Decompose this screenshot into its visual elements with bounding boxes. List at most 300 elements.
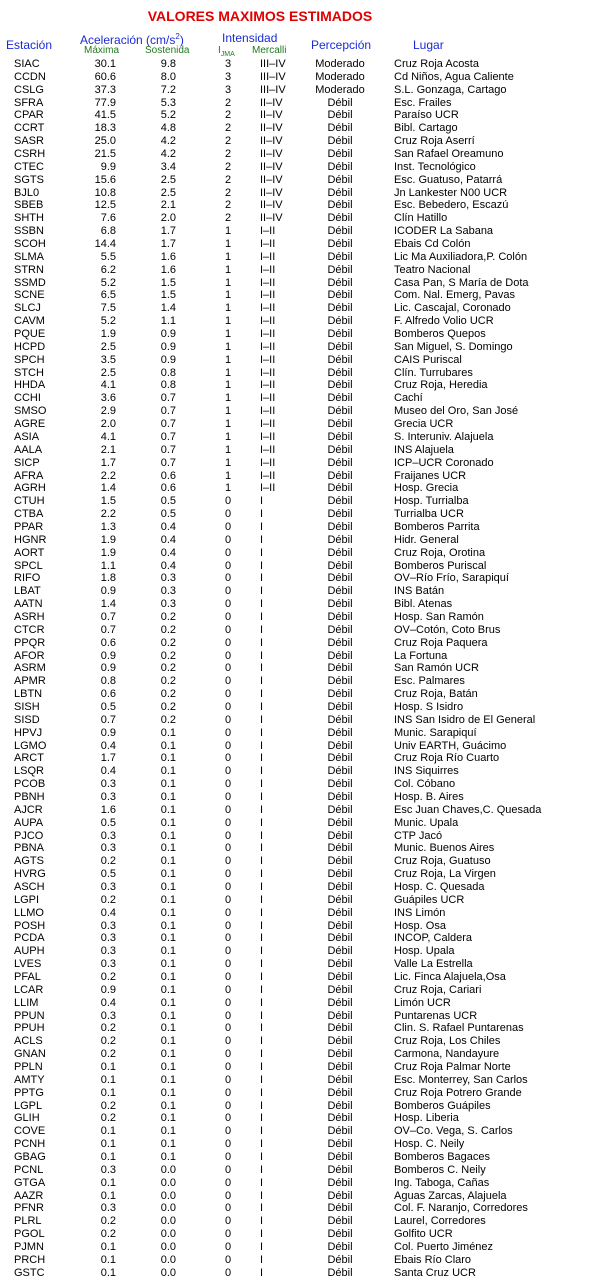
mercalli-intensity: I: [260, 1202, 264, 1215]
station-code: GTGA: [14, 1176, 46, 1189]
sustained-acceleration: 0.2: [160, 700, 176, 713]
perception: Débil: [327, 829, 353, 842]
jma-intensity: 0: [224, 700, 232, 713]
location: Hosp. Osa: [394, 919, 446, 932]
sustained-acceleration: 0.1: [160, 1009, 176, 1022]
station-code: HVRG: [14, 868, 46, 881]
max-acceleration: 7.5: [100, 302, 116, 315]
jma-intensity: 0: [224, 983, 232, 996]
sustained-acceleration: 0.3: [160, 598, 176, 611]
sustained-acceleration: 0.1: [160, 983, 176, 996]
perception: Débil: [327, 739, 353, 752]
table-row: [0, 470, 590, 483]
table-row: [0, 907, 590, 920]
perception: Débil: [327, 1099, 353, 1112]
sustained-acceleration: 0.7: [160, 456, 176, 469]
max-acceleration: 0.2: [100, 1099, 116, 1112]
max-acceleration: 0.3: [100, 1202, 116, 1215]
station-code: PPQR: [14, 636, 46, 649]
location: Cd Niños, Agua Caliente: [394, 70, 514, 83]
mercalli-intensity: II–IV: [260, 96, 283, 109]
station-code: PCNH: [14, 1138, 46, 1151]
station-code: CSLG: [14, 83, 44, 96]
station-code: SCOH: [14, 238, 46, 251]
max-acceleration: 15.6: [94, 173, 116, 186]
perception: Débil: [327, 983, 353, 996]
location: Hosp. S Isidro: [394, 700, 464, 713]
location: Hosp. Turrialba: [394, 495, 469, 508]
mercalli-intensity: I: [260, 1215, 264, 1228]
location: Hosp. Upala: [394, 945, 455, 958]
perception: Débil: [327, 790, 353, 803]
table-row: [0, 932, 590, 945]
sustained-acceleration: 0.1: [160, 868, 176, 881]
max-acceleration: 1.7: [100, 456, 116, 469]
table-row: [0, 701, 590, 714]
max-acceleration: 2.2: [100, 508, 116, 521]
jma-intensity: 1: [224, 276, 232, 289]
jma-intensity: 0: [224, 520, 232, 533]
table-row: [0, 958, 590, 971]
jma-intensity: 0: [224, 739, 232, 752]
sustained-acceleration: 0.1: [160, 996, 176, 1009]
jma-intensity: 0: [224, 623, 232, 636]
max-acceleration: 0.1: [100, 1176, 116, 1189]
jma-intensity: 0: [224, 1266, 232, 1279]
perception: Débil: [327, 1022, 353, 1035]
location: INS Batán: [394, 585, 445, 598]
jma-intensity: 1: [224, 443, 232, 456]
station-code: SBEB: [14, 199, 44, 212]
station-code: LBAT: [14, 585, 41, 598]
jma-intensity: 1: [224, 263, 232, 276]
table-row: [0, 740, 590, 753]
perception: Débil: [327, 932, 353, 945]
sustained-acceleration: 0.1: [160, 1048, 176, 1061]
station-code: LGMO: [14, 739, 47, 752]
station-code: BJL0: [14, 186, 40, 199]
location: Lic. Cascajal, Coronado: [394, 302, 511, 315]
location: Bibl. Cartago: [394, 122, 458, 135]
table-row: [0, 1241, 590, 1254]
location: Munic. Sarapiquí: [394, 726, 477, 739]
station-code: SPCH: [14, 353, 45, 366]
table-row: [0, 1100, 590, 1113]
mercalli-intensity: I: [260, 675, 264, 688]
jma-intensity: 0: [224, 1189, 232, 1202]
mercalli-intensity: I: [260, 713, 264, 726]
max-acceleration: 1.9: [100, 328, 116, 341]
table-row: [0, 984, 590, 997]
jma-intensity: 0: [224, 1241, 232, 1254]
table-row: [0, 1010, 590, 1023]
perception: Débil: [327, 302, 353, 315]
location: Museo del Oro, San José: [394, 405, 519, 418]
max-acceleration: 2.5: [100, 340, 116, 353]
table-row: [0, 920, 590, 933]
perception: Débil: [327, 148, 353, 161]
table-row: [0, 534, 590, 547]
station-code: PCDA: [14, 932, 45, 945]
mercalli-intensity: I–II: [260, 238, 276, 251]
jma-intensity: 0: [224, 1086, 232, 1099]
max-acceleration: 0.3: [100, 1009, 116, 1022]
perception: Débil: [327, 520, 353, 533]
max-acceleration: 0.2: [100, 1048, 116, 1061]
max-acceleration: 6.8: [100, 225, 116, 238]
location: Hosp. C. Quesada: [394, 881, 485, 893]
location: Aguas Zarcas, Alajuela: [394, 1189, 507, 1202]
station-code: AJCR: [14, 803, 43, 816]
location: Col. Cóbano: [394, 778, 456, 791]
jma-intensity: 1: [224, 379, 232, 392]
perception: Moderado: [315, 70, 365, 83]
location: Cruz Roja Palmar Norte: [394, 1061, 511, 1074]
jma-intensity: 0: [224, 610, 232, 623]
mercalli-intensity: I: [260, 829, 264, 842]
sustained-acceleration: 0.0: [160, 1215, 176, 1228]
jma-intensity: 0: [224, 996, 232, 1009]
perception: Débil: [327, 328, 353, 341]
max-acceleration: 1.3: [100, 520, 116, 533]
perception: Débil: [327, 456, 353, 469]
perception: Débil: [327, 1176, 353, 1189]
perception: Débil: [327, 675, 353, 688]
sustained-acceleration: 0.1: [160, 1035, 176, 1048]
jma-intensity: 1: [224, 456, 232, 469]
mercalli-intensity: I: [260, 816, 264, 829]
mercalli-intensity: I: [260, 778, 264, 791]
perception: Débil: [327, 816, 353, 829]
sustained-acceleration: 0.9: [160, 353, 176, 366]
table-row: [0, 328, 590, 341]
sustained-acceleration: 1.4: [160, 302, 176, 315]
table-row: [0, 1151, 590, 1164]
mercalli-intensity: I: [260, 508, 264, 521]
table-row: [0, 199, 590, 212]
jma-intensity: 0: [224, 508, 232, 521]
perception: Débil: [327, 263, 353, 276]
mercalli-intensity: I: [260, 752, 264, 765]
max-acceleration: 5.2: [100, 315, 116, 328]
sustained-acceleration: 0.6: [160, 482, 176, 495]
jma-intensity: 0: [224, 919, 232, 932]
mercalli-intensity: II–IV: [260, 173, 283, 186]
sustained-acceleration: 1.1: [160, 315, 176, 328]
mercalli-intensity: I: [260, 559, 264, 572]
location: Ebais Río Claro: [394, 1253, 472, 1266]
table-row: [0, 1215, 590, 1228]
table-row: [0, 585, 590, 598]
perception: Débil: [327, 366, 353, 379]
header-intensidad: Intensidad: [222, 31, 278, 45]
jma-intensity: 3: [224, 83, 232, 96]
sustained-acceleration: 0.5: [160, 495, 176, 508]
table-row: [0, 109, 590, 122]
jma-intensity: 2: [224, 212, 232, 225]
sustained-acceleration: 0.2: [160, 610, 176, 623]
station-code: AMTY: [14, 1073, 45, 1086]
perception: Débil: [327, 353, 353, 366]
table-row: [0, 482, 590, 495]
max-acceleration: 0.4: [100, 739, 116, 752]
jma-intensity: 1: [224, 366, 232, 379]
jma-intensity: 0: [224, 636, 232, 649]
station-code: ASRH: [14, 610, 45, 623]
mercalli-intensity: II–IV: [260, 186, 283, 199]
max-acceleration: 12.5: [94, 199, 116, 212]
max-acceleration: 1.5: [100, 495, 116, 508]
max-acceleration: 1.9: [100, 546, 116, 559]
sustained-acceleration: 1.5: [160, 289, 176, 302]
mercalli-intensity: I: [260, 610, 264, 623]
station-code: CCHI: [14, 392, 41, 405]
jma-intensity: 0: [224, 572, 232, 585]
location: Bomberos Bagaces: [394, 1151, 490, 1164]
station-code: CPAR: [14, 109, 44, 122]
station-code: AUPH: [14, 945, 45, 958]
perception: Débil: [327, 495, 353, 508]
sustained-acceleration: 0.8: [160, 379, 176, 392]
perception: Débil: [327, 855, 353, 868]
header-aceleracion-exp: 2: [175, 32, 180, 41]
jma-intensity: 1: [224, 469, 232, 482]
max-acceleration: 0.5: [100, 816, 116, 829]
max-acceleration: 1.4: [100, 482, 116, 495]
location: S.L. Gonzaga, Cartago: [394, 83, 507, 96]
table-row: [0, 521, 590, 534]
station-code: PGOL: [14, 1228, 45, 1241]
perception: Débil: [327, 1086, 353, 1099]
sustained-acceleration: 9.8: [160, 58, 176, 70]
sustained-acceleration: 0.0: [160, 1202, 176, 1215]
table-row: [0, 1061, 590, 1074]
max-acceleration: 77.9: [94, 96, 116, 109]
sustained-acceleration: 0.2: [160, 662, 176, 675]
jma-intensity: 0: [224, 893, 232, 906]
station-code: HPVJ: [14, 726, 43, 739]
jma-intensity: 0: [224, 1048, 232, 1061]
jma-intensity: 0: [224, 778, 232, 791]
mercalli-intensity: I: [260, 958, 264, 971]
max-acceleration: 0.2: [100, 1215, 116, 1228]
station-code: LCAR: [14, 983, 44, 996]
jma-intensity: 2: [224, 148, 232, 161]
perception: Débil: [327, 765, 353, 778]
sustained-acceleration: 0.0: [160, 1241, 176, 1254]
station-code: PRCH: [14, 1253, 46, 1266]
station-code: AUPA: [14, 816, 44, 829]
perception: Débil: [327, 122, 353, 135]
mercalli-intensity: I–II: [260, 289, 276, 302]
sustained-acceleration: 5.2: [160, 109, 176, 122]
mercalli-intensity: I: [260, 533, 264, 546]
location: S. Interuniv. Alajuela: [394, 430, 494, 443]
max-acceleration: 1.8: [100, 572, 116, 585]
max-acceleration: 0.5: [100, 868, 116, 881]
sustained-acceleration: 4.2: [160, 148, 176, 161]
table-row: [0, 354, 590, 367]
mercalli-intensity: I: [260, 520, 264, 533]
jma-intensity: 1: [224, 482, 232, 495]
location: Clín. Turrubares: [394, 366, 473, 379]
station-code: ACLS: [14, 1035, 43, 1048]
perception: Débil: [327, 1073, 353, 1086]
location: Lic. Finca Alajuela,Osa: [394, 971, 506, 984]
table-row: [0, 881, 590, 894]
max-acceleration: 0.2: [100, 1035, 116, 1048]
location: Paraíso UCR: [394, 109, 459, 122]
mercalli-intensity: II–IV: [260, 160, 283, 173]
jma-intensity: 1: [224, 430, 232, 443]
table-row: [0, 868, 590, 881]
max-acceleration: 6.5: [100, 289, 116, 302]
mercalli-intensity: I: [260, 1086, 264, 1099]
location: Bibl. Atenas: [394, 598, 453, 611]
table-row: [0, 1164, 590, 1177]
location: Esc. Guatuso, Patarrá: [394, 173, 503, 186]
mercalli-intensity: III–IV: [260, 70, 286, 83]
table-row: [0, 637, 590, 650]
mercalli-intensity: I: [260, 495, 264, 508]
max-acceleration: 0.3: [100, 958, 116, 971]
max-acceleration: 0.4: [100, 765, 116, 778]
station-code: SMSO: [14, 405, 47, 418]
location: Esc. Palmares: [394, 675, 465, 688]
sustained-acceleration: 0.0: [160, 1266, 176, 1279]
perception: Débil: [327, 893, 353, 906]
location: Valle La Estrella: [394, 958, 473, 971]
sustained-acceleration: 0.4: [160, 559, 176, 572]
station-code: AFRA: [14, 469, 44, 482]
location: Hosp. Liberia: [394, 1112, 459, 1125]
perception: Débil: [327, 958, 353, 971]
mercalli-intensity: I: [260, 1099, 264, 1112]
sustained-acceleration: 0.1: [160, 971, 176, 984]
max-acceleration: 0.1: [100, 1253, 116, 1266]
station-code: PQUE: [14, 328, 46, 341]
jma-intensity: 0: [224, 688, 232, 701]
location: F. Alfredo Volio UCR: [394, 315, 494, 328]
table-row: [0, 148, 590, 161]
jma-intensity: 0: [224, 726, 232, 739]
mercalli-intensity: I–II: [260, 405, 276, 418]
sustained-acceleration: 0.1: [160, 1086, 176, 1099]
table-row: [0, 457, 590, 470]
sustained-acceleration: 0.1: [160, 906, 176, 919]
perception: Débil: [327, 1061, 353, 1074]
table-row: [0, 1254, 590, 1267]
jma-intensity: 0: [224, 713, 232, 726]
station-code: CTCR: [14, 623, 45, 636]
station-code: SICP: [14, 456, 40, 469]
sustained-acceleration: 1.7: [160, 238, 176, 251]
table-row: [0, 765, 590, 778]
mercalli-intensity: I: [260, 546, 264, 559]
station-code: PFNR: [14, 1202, 44, 1215]
location: INS Limón: [394, 906, 446, 919]
perception: Débil: [327, 238, 353, 251]
perception: Débil: [327, 212, 353, 225]
mercalli-intensity: I: [260, 726, 264, 739]
location: Santa Cruz UCR: [394, 1266, 476, 1279]
location: OV–Co. Vega, S. Carlos: [394, 1125, 513, 1138]
header-jma-i: I: [218, 45, 221, 56]
sustained-acceleration: 0.7: [160, 443, 176, 456]
mercalli-intensity: I: [260, 572, 264, 585]
location: La Fortuna: [394, 649, 448, 662]
sustained-acceleration: 0.4: [160, 520, 176, 533]
station-code: SSBN: [14, 225, 44, 238]
perception: Débil: [327, 469, 353, 482]
table-row: [0, 855, 590, 868]
location: Carmona, Nandayure: [394, 1048, 500, 1061]
max-acceleration: 0.6: [100, 688, 116, 701]
jma-intensity: 0: [224, 1022, 232, 1035]
table-row: [0, 71, 590, 84]
location: Cachí: [394, 392, 423, 405]
location: Univ EARTH, Guácimo: [394, 739, 507, 752]
max-acceleration: 0.7: [100, 610, 116, 623]
max-acceleration: 1.9: [100, 533, 116, 546]
jma-intensity: 0: [224, 829, 232, 842]
sustained-acceleration: 0.1: [160, 1099, 176, 1112]
mercalli-intensity: I: [260, 1151, 264, 1164]
jma-intensity: 0: [224, 855, 232, 868]
jma-intensity: 3: [224, 70, 232, 83]
max-acceleration: 0.3: [100, 778, 116, 791]
jma-intensity: 2: [224, 199, 232, 212]
perception: Débil: [327, 700, 353, 713]
jma-intensity: 0: [224, 649, 232, 662]
station-code: SASR: [14, 135, 44, 148]
station-code: SSMD: [14, 276, 46, 289]
station-code: SPCL: [14, 559, 43, 572]
sustained-acceleration: 0.1: [160, 958, 176, 971]
mercalli-intensity: I–II: [260, 250, 276, 263]
sustained-acceleration: 0.0: [160, 1176, 176, 1189]
header-jma: [218, 45, 235, 58]
jma-intensity: 0: [224, 790, 232, 803]
mercalli-intensity: I: [260, 971, 264, 984]
perception: Débil: [327, 289, 353, 302]
table-row: [0, 1125, 590, 1138]
header-maxima: Máxima: [84, 45, 120, 56]
station-code: LVES: [14, 958, 42, 971]
mercalli-intensity: I–II: [260, 225, 276, 238]
mercalli-intensity: I: [260, 1266, 264, 1279]
jma-intensity: 0: [224, 816, 232, 829]
station-code: ARCT: [14, 752, 44, 765]
jma-intensity: 0: [224, 1035, 232, 1048]
location: Jn Lankester N00 UCR: [394, 186, 508, 199]
location: Cruz Roja Paquera: [394, 636, 488, 649]
jma-intensity: 0: [224, 546, 232, 559]
max-acceleration: 0.5: [100, 700, 116, 713]
location: Hosp. San Ramón: [394, 610, 484, 623]
max-acceleration: 0.3: [100, 932, 116, 945]
perception: Débil: [327, 250, 353, 263]
jma-intensity: 0: [224, 842, 232, 855]
location: Cruz Roja, Los Chiles: [394, 1035, 501, 1048]
max-acceleration: 0.3: [100, 842, 116, 855]
location: Cruz Roja Potrero Grande: [394, 1086, 522, 1099]
jma-intensity: 1: [224, 302, 232, 315]
mercalli-intensity: I: [260, 1176, 264, 1189]
table-row: [0, 302, 590, 315]
sustained-acceleration: 0.7: [160, 418, 176, 431]
location: Cruz Roja, Heredia: [394, 379, 488, 392]
